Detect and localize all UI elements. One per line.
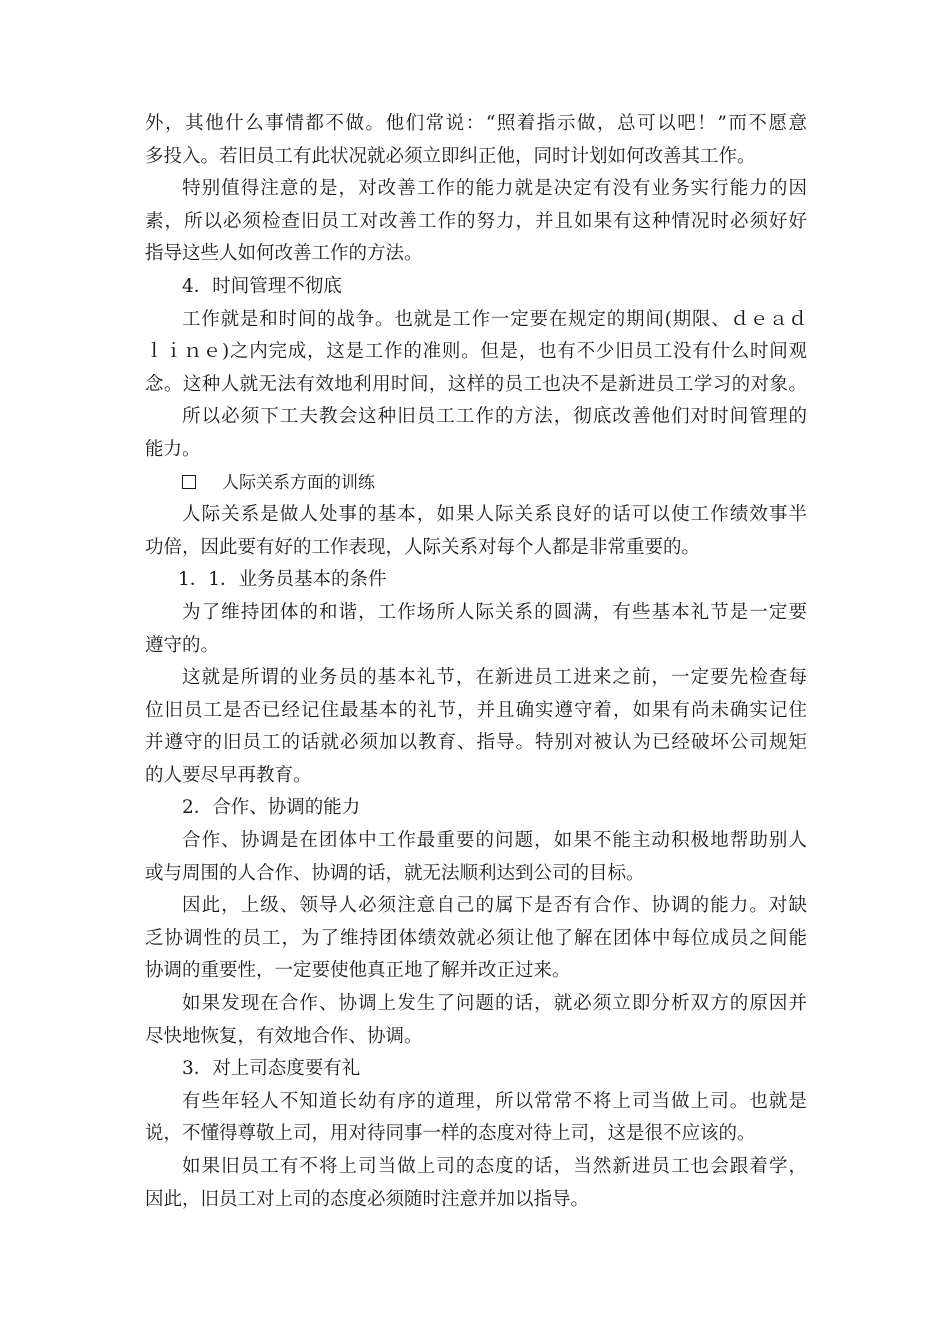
- paragraph-line: 的人要尽早再教育。: [145, 764, 312, 786]
- subheading: 1．1．业务员基本的条件: [178, 569, 387, 591]
- paragraph-line: 能力。: [145, 438, 201, 460]
- paragraph-line: 或与周围的人合作、协调的话，就无法顺利达到公司的目标。: [145, 862, 645, 884]
- paragraph-line: 工作就是和时间的战争。也就是工作一定要在规定的期间(期限、ｄｅａｄ: [182, 308, 807, 330]
- checkbox-bullet-icon: [182, 475, 196, 489]
- paragraph-line: 人际关系是做人处事的基本，如果人际关系良好的话可以使工作绩效事半: [182, 504, 807, 526]
- paragraph-line: 位旧员工是否已经记住最基本的礼节，并且确实遵守着，如果有尚未确实记住: [145, 699, 807, 721]
- paragraph-line: 功倍，因此要有好的工作表现，人际关系对每个人都是非常重要的。: [145, 536, 701, 558]
- paragraph-line: 合作、协调是在团体中工作最重要的问题，如果不能主动积极地帮助别人: [182, 830, 807, 852]
- paragraph-line: 素，所以必须检查旧员工对改善工作的努力，并且如果有这种情况时必须好好: [145, 210, 807, 232]
- paragraph-line: 外，其他什么事情都不做。他们常说：“照着指示做，总可以吧！”而不愿意: [145, 113, 807, 134]
- paragraph-line: 并遵守的旧员工的话就必须加以教育、指导。特别对被认为已经破坏公司规矩: [145, 732, 807, 754]
- paragraph-line: 因此，旧员工对上司的态度必须随时注意并加以指导。: [145, 1188, 590, 1210]
- paragraph-line: 指导这些人如何改善工作的方法。: [145, 243, 423, 265]
- document-page: [145, 108, 807, 1216]
- paragraph-line: 特别值得注意的是，对改善工作的能力就是决定有没有业务实行能力的因: [182, 178, 807, 200]
- paragraph-line: ｌｉｎｅ)之内完成，这是工作的准则。但是，也有不少旧员工没有什么时间观: [145, 341, 807, 363]
- paragraph-line: 多投入。若旧员工有此状况就必须立即纠正他，同时计划如何改善其工作。: [145, 145, 756, 167]
- paragraph-line: 如果旧员工有不将上司当做上司的态度的话，当然新进员工也会跟着学，: [182, 1156, 807, 1177]
- paragraph-line: 有些年轻人不知道长幼有序的道理，所以常常不将上司当做上司。也就是: [182, 1090, 807, 1112]
- paragraph-line: 如果发现在合作、协调上发生了问题的话，就必须立即分析双方的原因并: [182, 993, 807, 1015]
- paragraph-line: 因此，上级、领导人必须注意自己的属下是否有合作、协调的能力。对缺: [182, 895, 807, 917]
- paragraph-line: 为了维持团体的和谐，工作场所人际关系的圆满，有些基本礼节是一定要: [182, 601, 807, 623]
- paragraph-line: 这就是所谓的业务员的基本礼节，在新进员工进来之前，一定要先检查每: [182, 667, 807, 689]
- paragraph-line: 乏协调性的员工，为了维持团体绩效就必须让他了解在团体中每位成员之间能: [145, 927, 807, 949]
- subheading: 4．时间管理不彻底: [182, 275, 342, 297]
- paragraph-line: 遵守的。: [145, 634, 220, 656]
- paragraph-line: 尽快地恢复，有效地合作、协调。: [145, 1025, 423, 1047]
- paragraph-line: 协调的重要性，一定要使他真正地了解并改正过来。: [145, 960, 571, 982]
- paragraph-line: 所以必须下工夫教会这种旧员工工作的方法，彻底改善他们对时间管理的: [182, 406, 807, 428]
- paragraph-line: 说，不懂得尊敬上司，用对待同事一样的态度对待上司，这是很不应该的。: [145, 1123, 756, 1145]
- section-heading: [145, 467, 807, 500]
- subheading: 3．对上司态度要有礼: [182, 1058, 361, 1080]
- section-heading-text: 人际关系方面的训练: [222, 472, 375, 493]
- subheading: 2．合作、协调的能力: [182, 797, 361, 819]
- paragraph-line: 念。这种人就无法有效地利用时间，这样的员工也决不是新进员工学习的对象。: [145, 373, 807, 395]
